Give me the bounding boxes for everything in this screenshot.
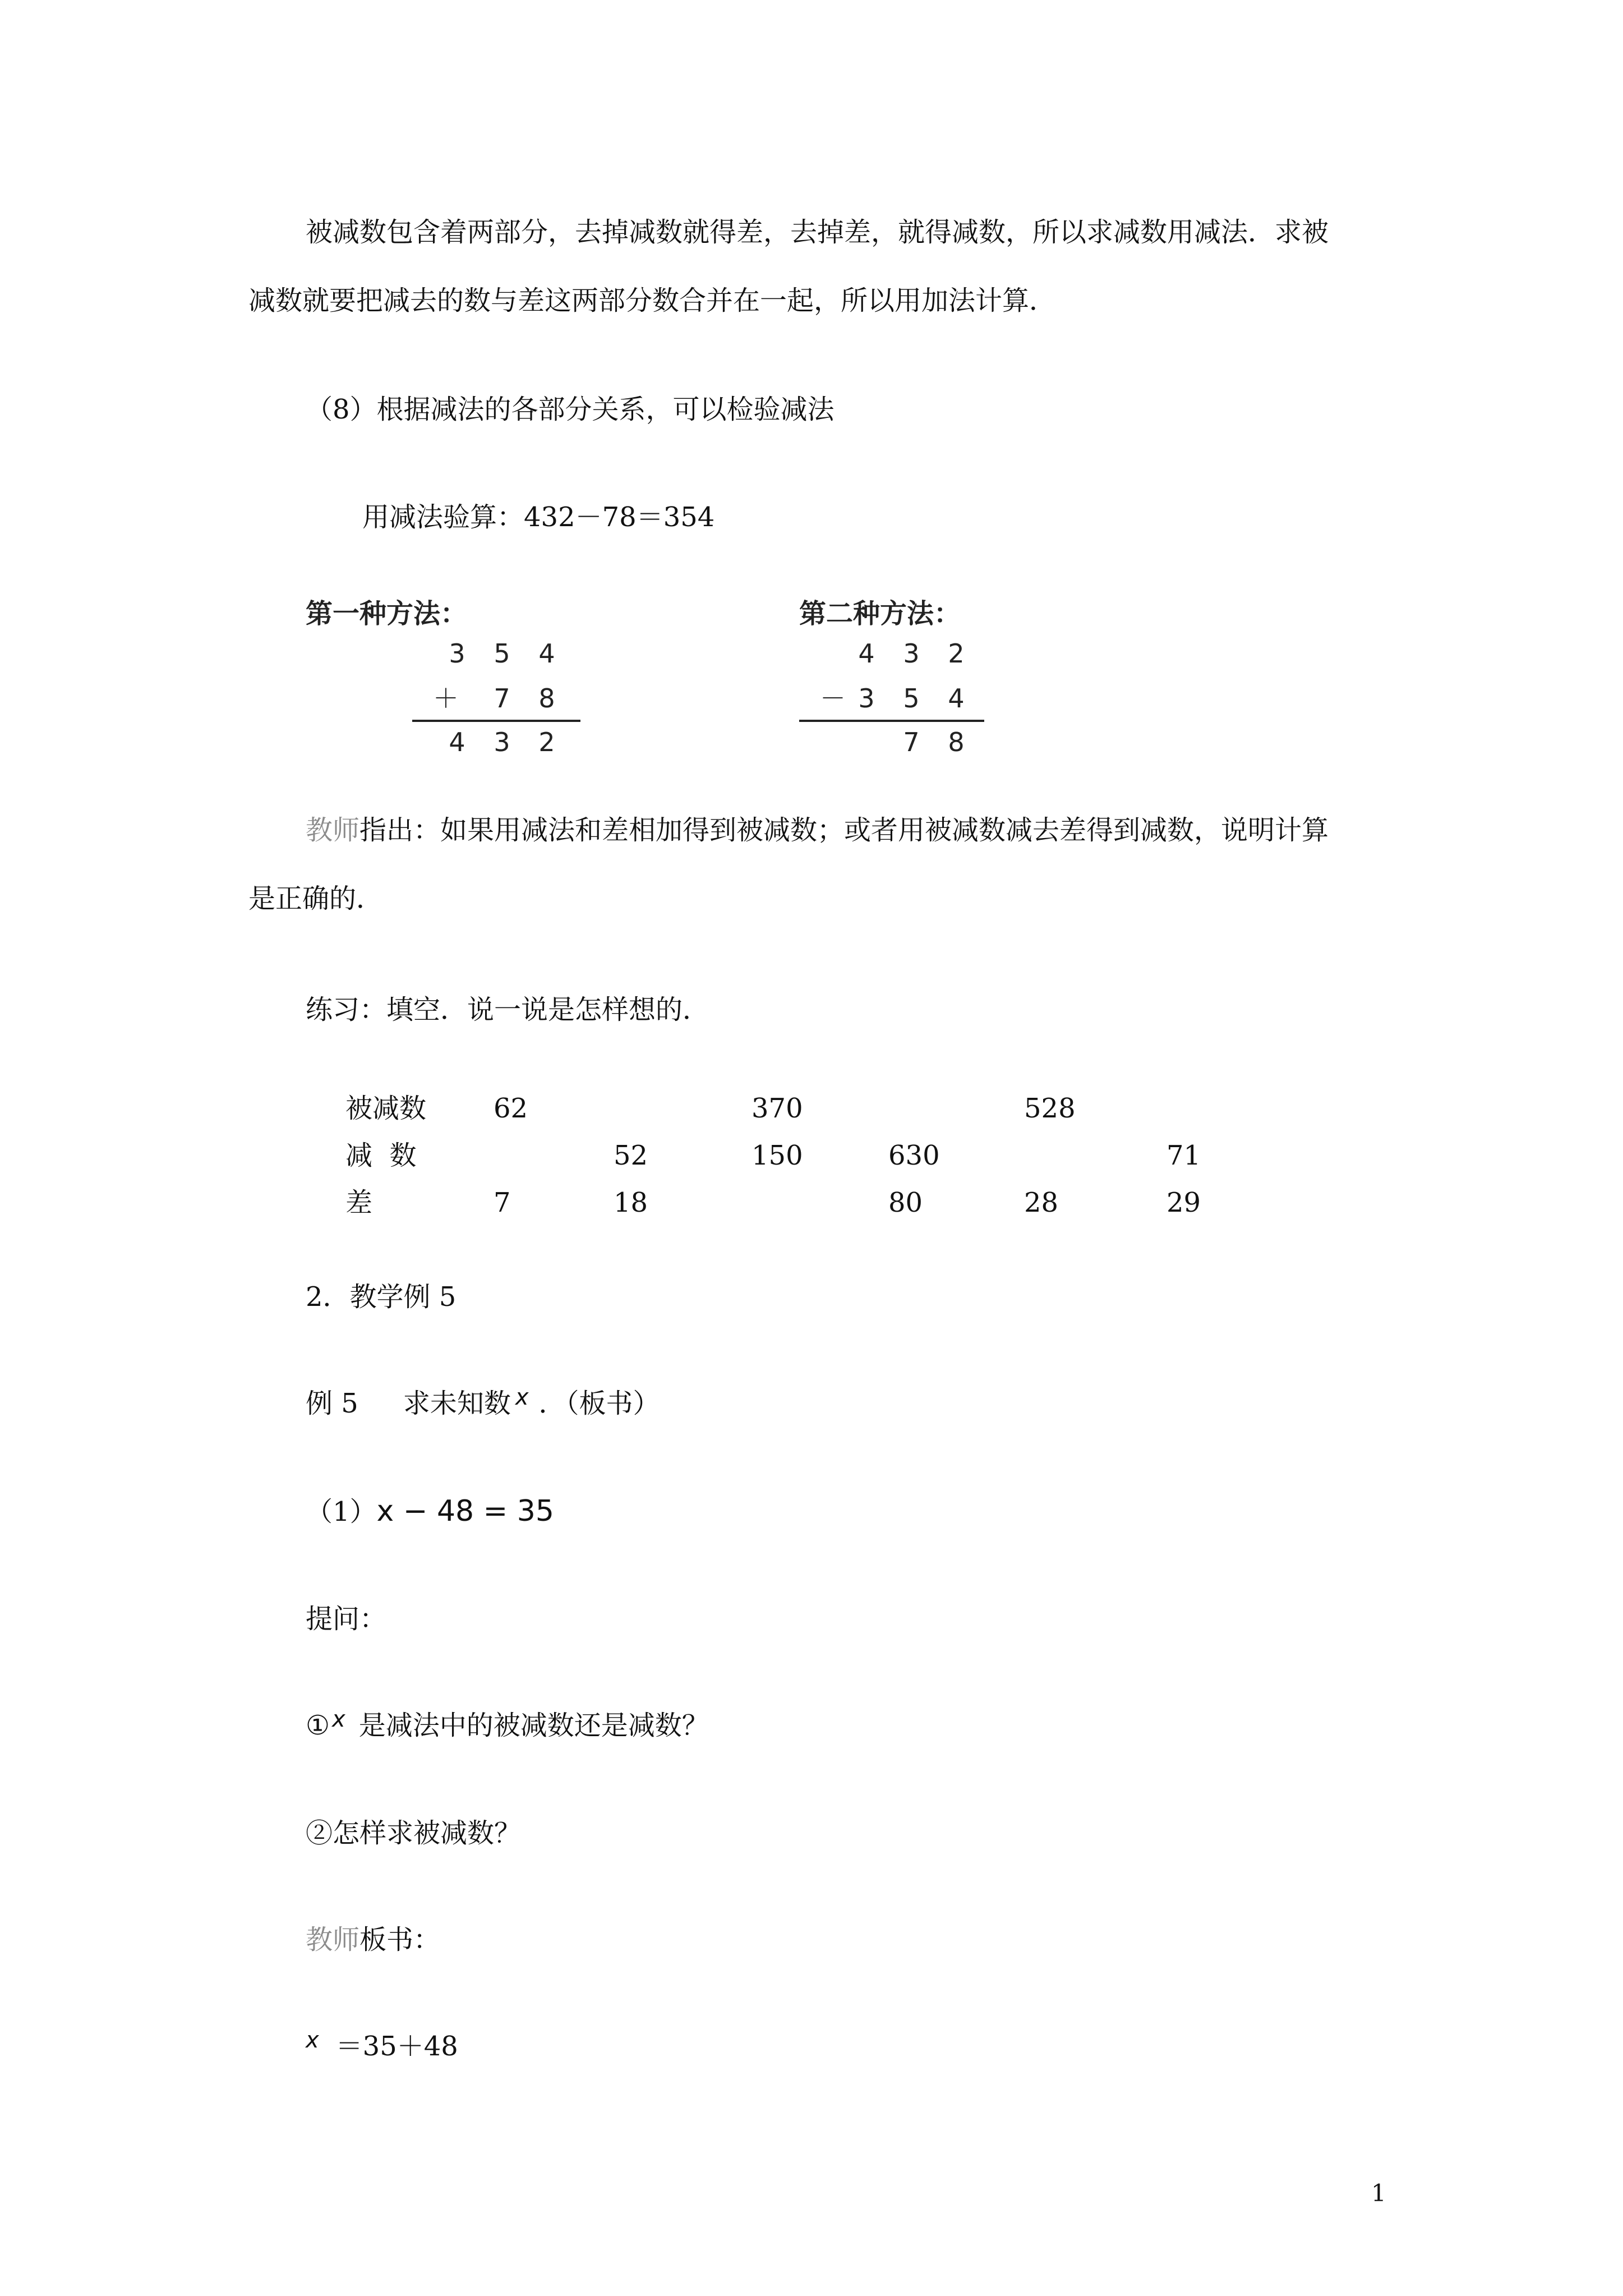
solution-expression: ＝35＋48 [335, 2031, 458, 2062]
digit: 4 [538, 638, 555, 669]
sum-line [412, 720, 580, 722]
paragraph-line: 减数就要把减去的数与差这两部分数合并在一起，所以用加法计算． [248, 285, 1057, 316]
digit: 5 [903, 683, 920, 714]
row-label: 被减数 [345, 1093, 427, 1124]
item-8: （8）根据减法的各部分关系，可以检验减法 [306, 394, 834, 425]
digit: 3 [494, 727, 510, 757]
verify-line: 用减法验算：432－78＝354 [362, 501, 715, 533]
variable-x: x [515, 1384, 529, 1410]
method-one-calculation [306, 592, 620, 766]
digit: 2 [538, 727, 555, 757]
example-label: 例 5 [306, 1388, 358, 1419]
plus-operator: ＋ [433, 683, 459, 714]
exercise-heading: 练习：填空．说一说是怎样想的． [306, 994, 710, 1025]
variable-x: x [332, 1706, 345, 1732]
digit: 4 [858, 638, 875, 669]
digit: 3 [903, 638, 920, 669]
question-2: ②怎样求被减数？ [306, 1818, 522, 1849]
page-number: 1 [1371, 2179, 1386, 2207]
table-cell: 7 [494, 1187, 511, 1218]
digit: 4 [948, 683, 965, 714]
method-one-caption: 第一种方法： [306, 598, 468, 629]
table-cell: 630 [888, 1140, 940, 1171]
table-cell: 80 [888, 1187, 923, 1218]
row-label: 差 [345, 1187, 373, 1218]
teacher-line [306, 813, 1329, 847]
question-text: 是减法中的被减数还是减数？ [358, 1710, 709, 1741]
minus-operator: － [820, 683, 846, 714]
teacher-text: 指出：如果用减法和差相加得到被减数；或者用被减数减去差得到减数，说明计算 [359, 815, 1329, 846]
paragraph-line: 被减数包含着两部分，去掉减数就得差，去掉差，就得减数，所以求减数用减法．求被 [306, 217, 1329, 248]
circle-one-mark: ① [306, 1710, 330, 1741]
table-cell: 62 [494, 1093, 528, 1124]
method-two-caption: 第二种方法： [799, 598, 961, 629]
table-cell: 28 [1024, 1187, 1059, 1218]
equation-label: （1） [306, 1496, 377, 1527]
teacher-label: 教师 [306, 1924, 360, 1955]
teacher-label: 教师 [306, 815, 360, 846]
digit: 5 [494, 638, 510, 669]
digit: 3 [858, 683, 875, 714]
section-2-heading: 2．教学例 5 [306, 1281, 457, 1313]
difference-line [799, 720, 984, 722]
digit: 3 [449, 638, 465, 669]
table-cell: 528 [1024, 1093, 1076, 1124]
question-1 [306, 1706, 709, 1744]
board-line [306, 1923, 440, 1957]
example-text-end: ．（板书） [538, 1388, 660, 1419]
digit: 7 [494, 683, 510, 714]
question-label: 提问： [306, 1603, 387, 1635]
table-cell: 18 [614, 1187, 648, 1218]
board-text: 板书： [359, 1924, 441, 1955]
method-two-calculation [799, 592, 1113, 766]
table-cell: 71 [1166, 1140, 1201, 1171]
example-5 [306, 1384, 660, 1422]
variable-x: x [306, 2027, 319, 2053]
equation-expression: x − 48 = 35 [376, 1494, 554, 1528]
solution-line [306, 2027, 458, 2065]
table-cell: 52 [614, 1140, 648, 1171]
digit: 8 [538, 683, 555, 714]
digit: 8 [948, 727, 965, 757]
equation-1 [306, 1494, 554, 1529]
row-label: 减 数 [345, 1140, 417, 1171]
table-cell: 370 [751, 1093, 803, 1124]
table-cell: 150 [751, 1140, 803, 1171]
digit: 7 [903, 727, 920, 757]
digit: 2 [948, 638, 965, 669]
teacher-line-continued: 是正确的． [248, 883, 384, 914]
digit: 4 [449, 727, 465, 757]
table-cell: 29 [1166, 1187, 1201, 1218]
example-text: 求未知数 [403, 1388, 511, 1419]
